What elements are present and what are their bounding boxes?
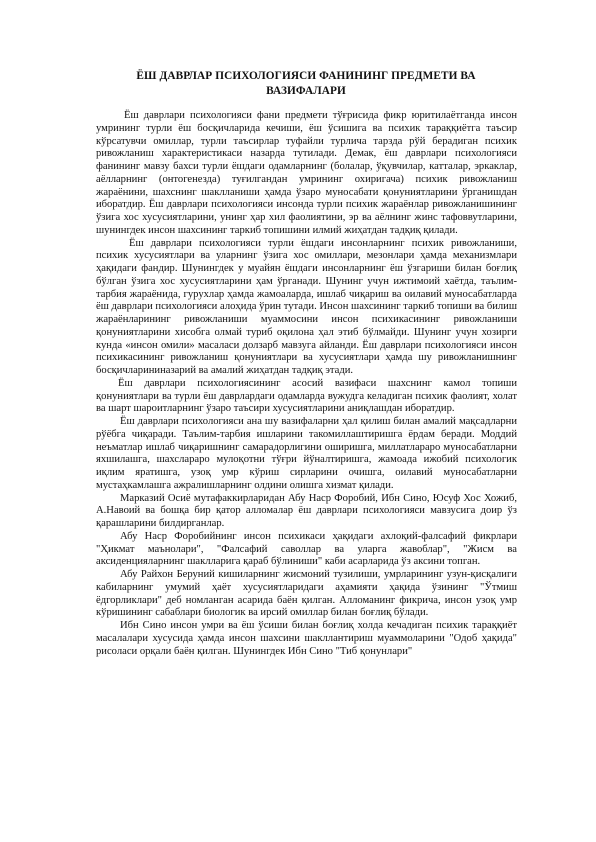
paragraph-main-task: Ёш даврлари психологиясининг асосий вазифаси шахснинг камол топиши қонуниятлари ва турли ёш даврлардаги одамларда вужудга келадиган психик фаолият, холат ва шарт шароитларнинг ўзаро таъсири хусусиятларини аниқлашдан иборатдир. [96, 377, 517, 415]
paragraph-farabi: Абу Наср Форобийнинг инсон психикаси ҳақидаги ахлоқий-фалсафий фикрлари "Ҳикмат маънолари", "Фалсафий саволлар ва уларга жавоблар", "Жисм ва аксиденцияларнинг шаклларига қараб бўлиниши" каби асарларида ўз аксини топган. [96, 530, 517, 568]
document-body [96, 110, 517, 658]
page-title: ЁШ ДАВРЛАР ПСИХОЛОГИЯСИ ФАНИНИНГ ПРЕДМЕТИ ВА ВАЗИФАЛАРИ [136, 70, 476, 97]
paragraph-definition: Ёш даврлари психологияси турли ёшдаги инсонларнинг психик ривожланиши, психик хусусиятлари ва уларнинг ўзига хос омиллари, мезонлари ҳамда механизмлари ҳақидаги фандир. Шунингдек у муайян ёшдаги инсонларнинг ёш ўзгариши билан боғлиқ бўлган ўзига хос хусусиятларини ҳам ўрганади. Шунинг учун ижтимоий хаётда, таълим-тарбия жараёнида, гурухлар ҳамда жамоаларда, ишлаб чиқариш ва оилавий муносабатларда ёш даврлари психологияси алоҳида ўрин тутади. Инсон шахсининг таркиб топиши ва билиш жараёнларининг ривожланиши муаммосини инсон психикасининг ривожланиши қонуниятларини хисобга олмай туриб оқилона ҳал этиб бўлмайди. Шунинг учун хозирги кунда «инсон омили» масаласи долзарб мавзуга айланди. Ёш даврлари психологияси инсон психикасининг ривожланиш қонуниятлари ва хусусиятлари ҳамда шу ривожланишнинг босқичларининазарий ва амалий жиҳатдан тадқиқ этади. [96, 237, 517, 376]
paragraph-ibn-sino: Ибн Сино инсон умри ва ёш ўсиши билан боғлиқ холда кечадиган психик тараққиёт масалалари хусусида ҳамда инсон шахсини шакллантириш муаммоларини "Одоб ҳақида" рисоласи орқали баён қилган. Шунингдек Ибн Сино "Тиб қонунлари" [96, 620, 517, 657]
paragraph-beruni: Абу Райхон Беруний кишиларнинг жисмоний тузилиши, умрларининг узун-қисқалиги кабиларнинг умумий ҳаёт хусусиятларидаги аҳамияти ҳақида ўзининг "Ўтмиш ёдгорликлари" деб номланган асарида баён қилган. Алломанинг фикрича, инсон узоқ умр кўришининг сабаблари биологик ва ирсий омиллар билан боғлиқ бўлади. [96, 569, 517, 619]
paragraph-subject: Ёш даврлари психологияси фани предмети тўғрисида фикр юритилаётганда инсон умрининг турли ёш босқичларида кечиши, ёш ўсишига ва психик тараққиётга таъсир кўрсатувчи омиллар, турли таъсирлар туфайли турлича тарзда рўй берадиган психик ривожланиш характеристикаси назарда тутилади. Демак, ёш даврлари психологияси фанининг мавзу бахси турли ёшдаги одамларнинг (болалар, ўқувчилар, катталар, эркаклар, аёлларнинг (онтогенезда) туғилгандан умрининг охиригача) психик ривожланиш жараёнини, шахснинг шаклланиши ҳамда ўзаро муносабати қонуниятларини ўрганишдан иборатдир. Ёш даврлари психологияси инсонда турли психик жараёнлар ривожланишининг ўзига хос хусусиятларини, унинг ҳар хил фаолиятини, эр ва аёлнинг жинс тафоввутларини, шунингдек инсон шахсининг таркиб топишини илмий жиҳатдан тадқиқ қилади. [96, 110, 517, 236]
paragraph-practical-goals: Ёш даврлари психологияси ана шу вазифаларни ҳал қилиш билан амалий мақсадларни рўёбга чиқаради. Таълим-тарбия ишларини такомиллаштиришга ёрдам беради. Моддий неъматлар ишлаб чиқаришнинг самарадорлигини оширишга, миллатлараро муносабатларни яхшилашга, шахслараро мулоқотни тўғри йўналтиришга, жамоада ижобий психологик иқлим яратишга, узоқ умр кўриш сирларини очишга, оилавий муносабатларни мустаҳкамлашга ажралишларнинг олдини олишга хизмат қилади. [96, 416, 517, 491]
paragraph-central-asian-thinkers: Марказий Осиё мутафаккирларидан Абу Наср Форобий, Ибн Сино, Юсуф Хос Хожиб, А.Навоий ва бошқа бир қатор алломалар ёш даврлари психологияси мавзусига доир ўз қарашларини билдирганлар. [96, 492, 517, 529]
